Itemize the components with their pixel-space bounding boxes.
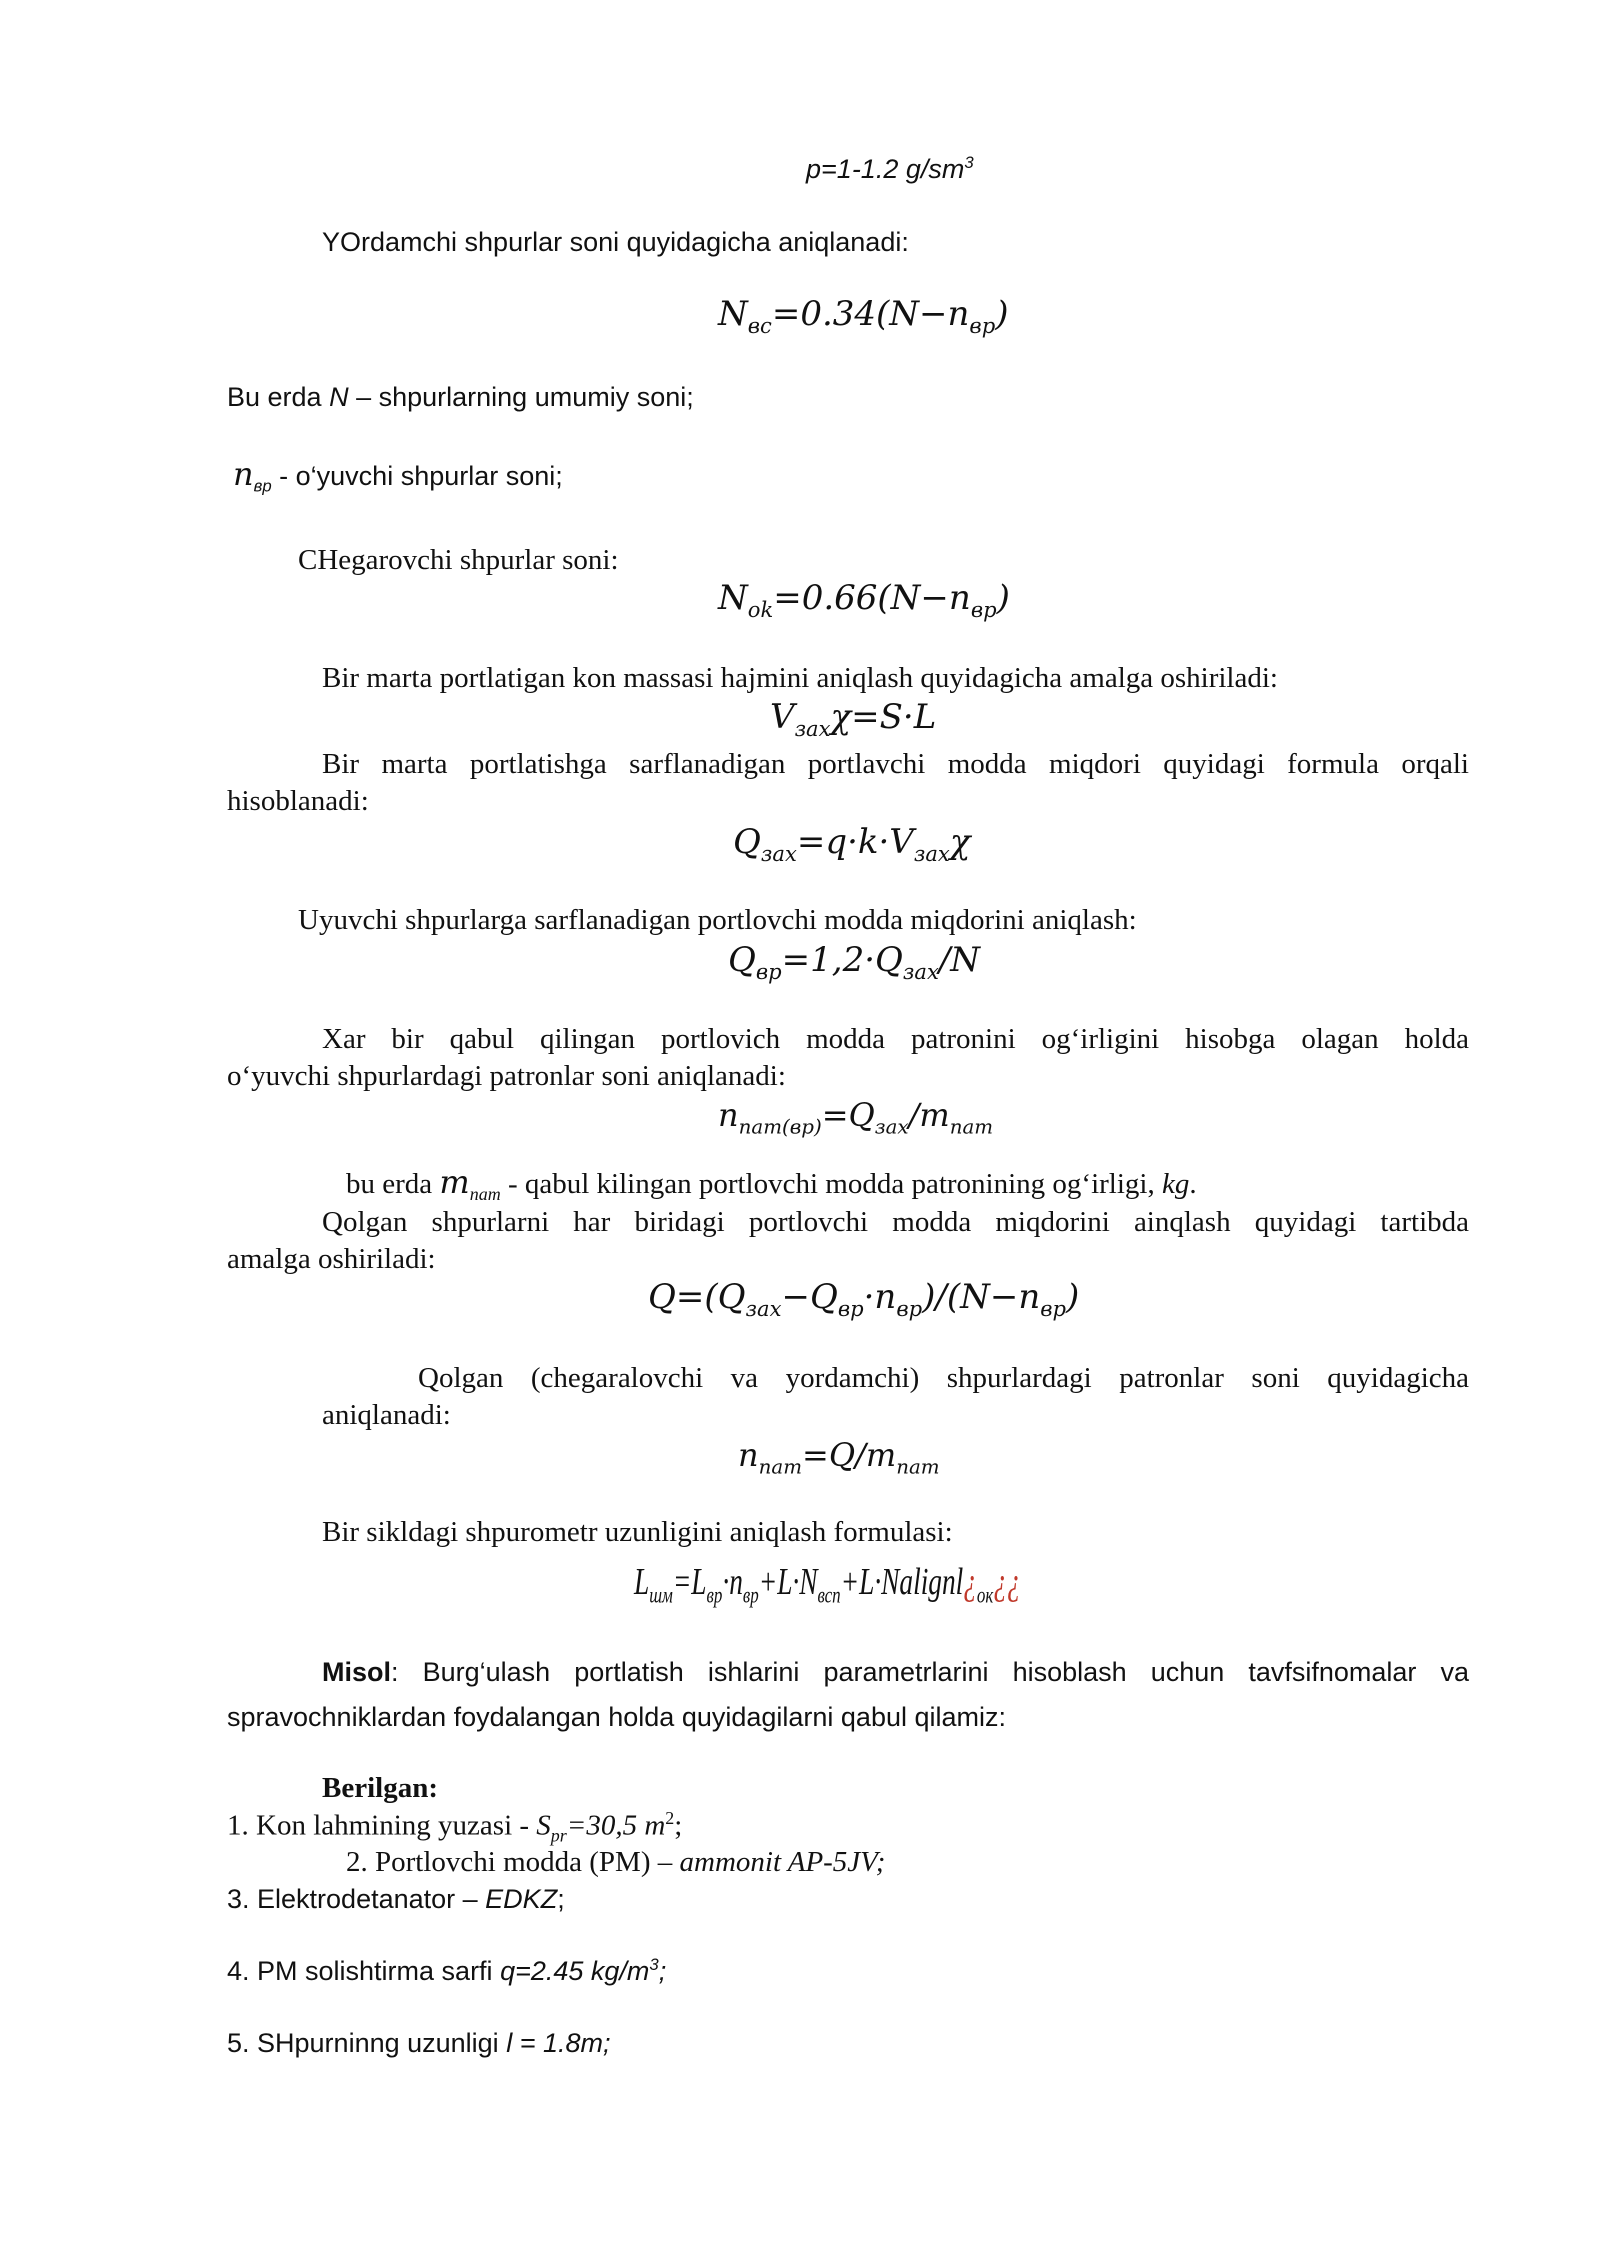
formula-subscript: ok xyxy=(747,596,774,622)
formula-subscript: вр xyxy=(969,312,996,338)
formula-subscript: вс xyxy=(747,312,772,338)
formula-body: /m xyxy=(908,1096,950,1134)
value: l = 1.8m; xyxy=(506,2028,611,2058)
density-symbol: p xyxy=(806,154,822,184)
value: ammonit AP-5JV; xyxy=(679,1846,886,1878)
given-item-3 xyxy=(227,1883,565,1915)
formula-body: )/(N−n xyxy=(922,1277,1041,1317)
charge-intro-line2: hisoblanadi: xyxy=(227,785,369,817)
formula-charge xyxy=(733,822,970,866)
formula-body: Q=(Q xyxy=(648,1277,746,1317)
formula-body: ) xyxy=(995,294,1009,334)
heading: Berilgan: xyxy=(322,1772,438,1804)
text: 3. Elektrodetanator – xyxy=(227,1884,486,1914)
formula-body: −Q xyxy=(781,1277,838,1317)
formula-symbol: n xyxy=(738,1436,759,1474)
formula-subscript: зах xyxy=(902,958,939,984)
formula-symbol: L xyxy=(634,1561,650,1603)
density-line xyxy=(806,153,974,185)
text: ; xyxy=(658,1956,667,1986)
mpat-definition xyxy=(346,1163,1197,1205)
text: 5. SHpurninng uzunligi xyxy=(227,2028,507,2058)
formula-symbol: V xyxy=(770,697,795,737)
formula-subscript: вр xyxy=(837,1295,864,1321)
text: ; xyxy=(674,1809,683,1842)
text: - o‘yuvchi shpurlar soni; xyxy=(271,461,563,491)
nvr-definition xyxy=(233,455,563,496)
formula-subscript: зах xyxy=(745,1295,782,1321)
formula-subscript: вр xyxy=(1040,1295,1066,1321)
example-label: Misol xyxy=(322,1657,392,1687)
symbol: n xyxy=(233,455,254,493)
formula-body: =1,2·Q xyxy=(781,940,903,980)
formula-subscript: вр xyxy=(896,1295,923,1321)
formula-body: ) xyxy=(1065,1277,1080,1317)
symbol: S xyxy=(536,1809,551,1842)
formula-body: χ xyxy=(949,822,971,862)
formula-symbol: N xyxy=(718,294,748,334)
volume-intro: Bir marta portlatigan kon massasi hajmini aniqlash quyidagicha amalga oshiriladi: xyxy=(322,662,1278,694)
formula-body: +L·N xyxy=(758,1561,818,1603)
formula-cut-charge xyxy=(728,940,980,984)
symbol: m xyxy=(439,1163,470,1201)
given-item-4 xyxy=(227,1955,666,1987)
text: . xyxy=(1189,1168,1197,1200)
subscript: pr xyxy=(550,1825,567,1846)
symbol: N xyxy=(329,382,349,412)
text: – shpurlarning umumiy soni; xyxy=(348,382,694,412)
value: EDKZ xyxy=(485,1884,558,1914)
formula-body: /N xyxy=(938,940,981,980)
example-line1 xyxy=(322,1656,1469,1688)
formula-subscript: всп xyxy=(817,1582,841,1609)
formula-symbol: N xyxy=(718,578,748,618)
rest-count-line1: Qolgan (chegaralovchi va yordamchi) shpurlardagi patronlar soni quyidagicha xyxy=(418,1362,1469,1394)
subscript: вр xyxy=(253,476,272,496)
charge-intro-line1: Bir marta portlatishga sarflanadigan portlavchi modda miqdori quyidagi formula orqali xyxy=(322,748,1469,780)
formula-error-glyph: ¿ xyxy=(963,1561,977,1603)
formula-subscript: вр xyxy=(706,1582,723,1609)
formula-subscript: вр xyxy=(970,596,997,622)
formula-body: ·n xyxy=(722,1561,743,1603)
formula-rest-count xyxy=(738,1436,940,1479)
density-value: =1-1.2 g/sm xyxy=(821,154,965,184)
value: =30,5 m xyxy=(566,1809,666,1842)
subscript: пат xyxy=(469,1183,501,1204)
formula-body: =0.34(N−n xyxy=(771,294,970,334)
formula-subscript: зах xyxy=(913,840,950,866)
formula-subscript: зах xyxy=(794,715,831,741)
formula-subscript: шм xyxy=(649,1582,673,1609)
superscript: 2 xyxy=(665,1808,675,1828)
rest-intro-line2: amalga oshiriladi: xyxy=(227,1243,436,1275)
meter-intro: Bir sikldagi shpurometr uzunligini aniqlash formulasi: xyxy=(322,1516,953,1548)
cartridge-intro-line1: Xar bir qabul qilingan portlovich modda patronini og‘irligini hisobga olagan holda xyxy=(322,1023,1469,1055)
formula-body: =0.66(N−n xyxy=(773,578,971,618)
given-item-5 xyxy=(227,2027,610,2059)
formula-subscript: ок xyxy=(976,1582,994,1609)
formula-body: ) xyxy=(996,578,1010,618)
formula-body: χ=S·L xyxy=(830,697,937,737)
formula-subscript: вр xyxy=(742,1582,759,1609)
density-exp: 3 xyxy=(964,153,974,172)
formula-symbol: n xyxy=(718,1096,739,1134)
text: : Burg‘ulash portlatish ishlarini parametrlarini hisoblash uchun tavfsifnomalar va xyxy=(391,1657,1469,1687)
formula-body: =q·k·V xyxy=(796,822,914,862)
formula-contour-holes xyxy=(718,578,1010,622)
text: ; xyxy=(557,1884,565,1914)
where-n-line xyxy=(227,381,694,413)
given-title xyxy=(322,1771,438,1806)
rest-intro-line1: Qolgan shpurlarni har biridagi portlovchi modda miqdorini ainqlash quyidagi tartibda xyxy=(322,1206,1469,1238)
given-item-1 xyxy=(227,1808,682,1847)
rest-count-line2: aniqlanadi: xyxy=(322,1399,451,1431)
formula-subscript: пат xyxy=(949,1115,994,1139)
aux-intro: YOrdamchi shpurlar soni quyidagicha aniqlanadi: xyxy=(322,227,909,257)
text: 1. Kon lahmining yuzasi - xyxy=(227,1809,537,1842)
text: Bu erda xyxy=(227,382,330,412)
formula-body: =Q xyxy=(821,1096,875,1134)
example-line2: spravochniklardan foydalangan holda quyidagilarni qabul qilamiz: xyxy=(227,1702,1007,1732)
formula-subscript: зах xyxy=(760,840,797,866)
formula-volume xyxy=(770,697,936,741)
formula-subscript: пат xyxy=(758,1455,803,1479)
text: 4. PM solishtirma sarfi xyxy=(227,1956,501,1986)
formula-body: +L·Nalignl xyxy=(840,1561,964,1603)
text: 2. Portlovchi modda (PM) – xyxy=(346,1846,680,1878)
formula-subscript: пат xyxy=(896,1455,940,1479)
formula-body: ·n xyxy=(863,1277,897,1317)
cartridge-intro-line2: o‘yuvchi shpurlardagi patronlar soni aniqlanadi: xyxy=(227,1060,786,1092)
text: bu erda xyxy=(346,1168,440,1200)
formula-subscript: зах xyxy=(874,1115,909,1139)
value: q=2.45 kg/m xyxy=(500,1956,650,1986)
formula-cartridges-cut xyxy=(718,1096,993,1139)
formula-subscript: пат(вр) xyxy=(738,1115,822,1139)
contour-intro: CHegarovchi shpurlar soni: xyxy=(298,544,619,576)
given-item-2 xyxy=(346,1845,885,1880)
text: - qabul kilingan portlovchi modda patronining og‘irligi, xyxy=(500,1168,1162,1200)
formula-error-glyph: ¿¿ xyxy=(993,1561,1021,1603)
unit: kg xyxy=(1161,1168,1190,1200)
formula-symbol: Q xyxy=(728,940,756,980)
formula-rest-charge xyxy=(648,1277,1079,1321)
cut-intro: Uyuvchi shpurlarga sarflanadigan portlovchi modda miqdorini aniqlash: xyxy=(298,904,1137,936)
formula-subscript: вр xyxy=(755,958,782,984)
superscript: 3 xyxy=(649,1955,659,1974)
formula-aux-holes xyxy=(718,294,1008,338)
formula-symbol: Q xyxy=(733,822,761,862)
formula-body: =Q/m xyxy=(802,1436,897,1474)
formula-hole-meters xyxy=(634,1560,1021,1610)
formula-body: =L xyxy=(672,1561,707,1603)
